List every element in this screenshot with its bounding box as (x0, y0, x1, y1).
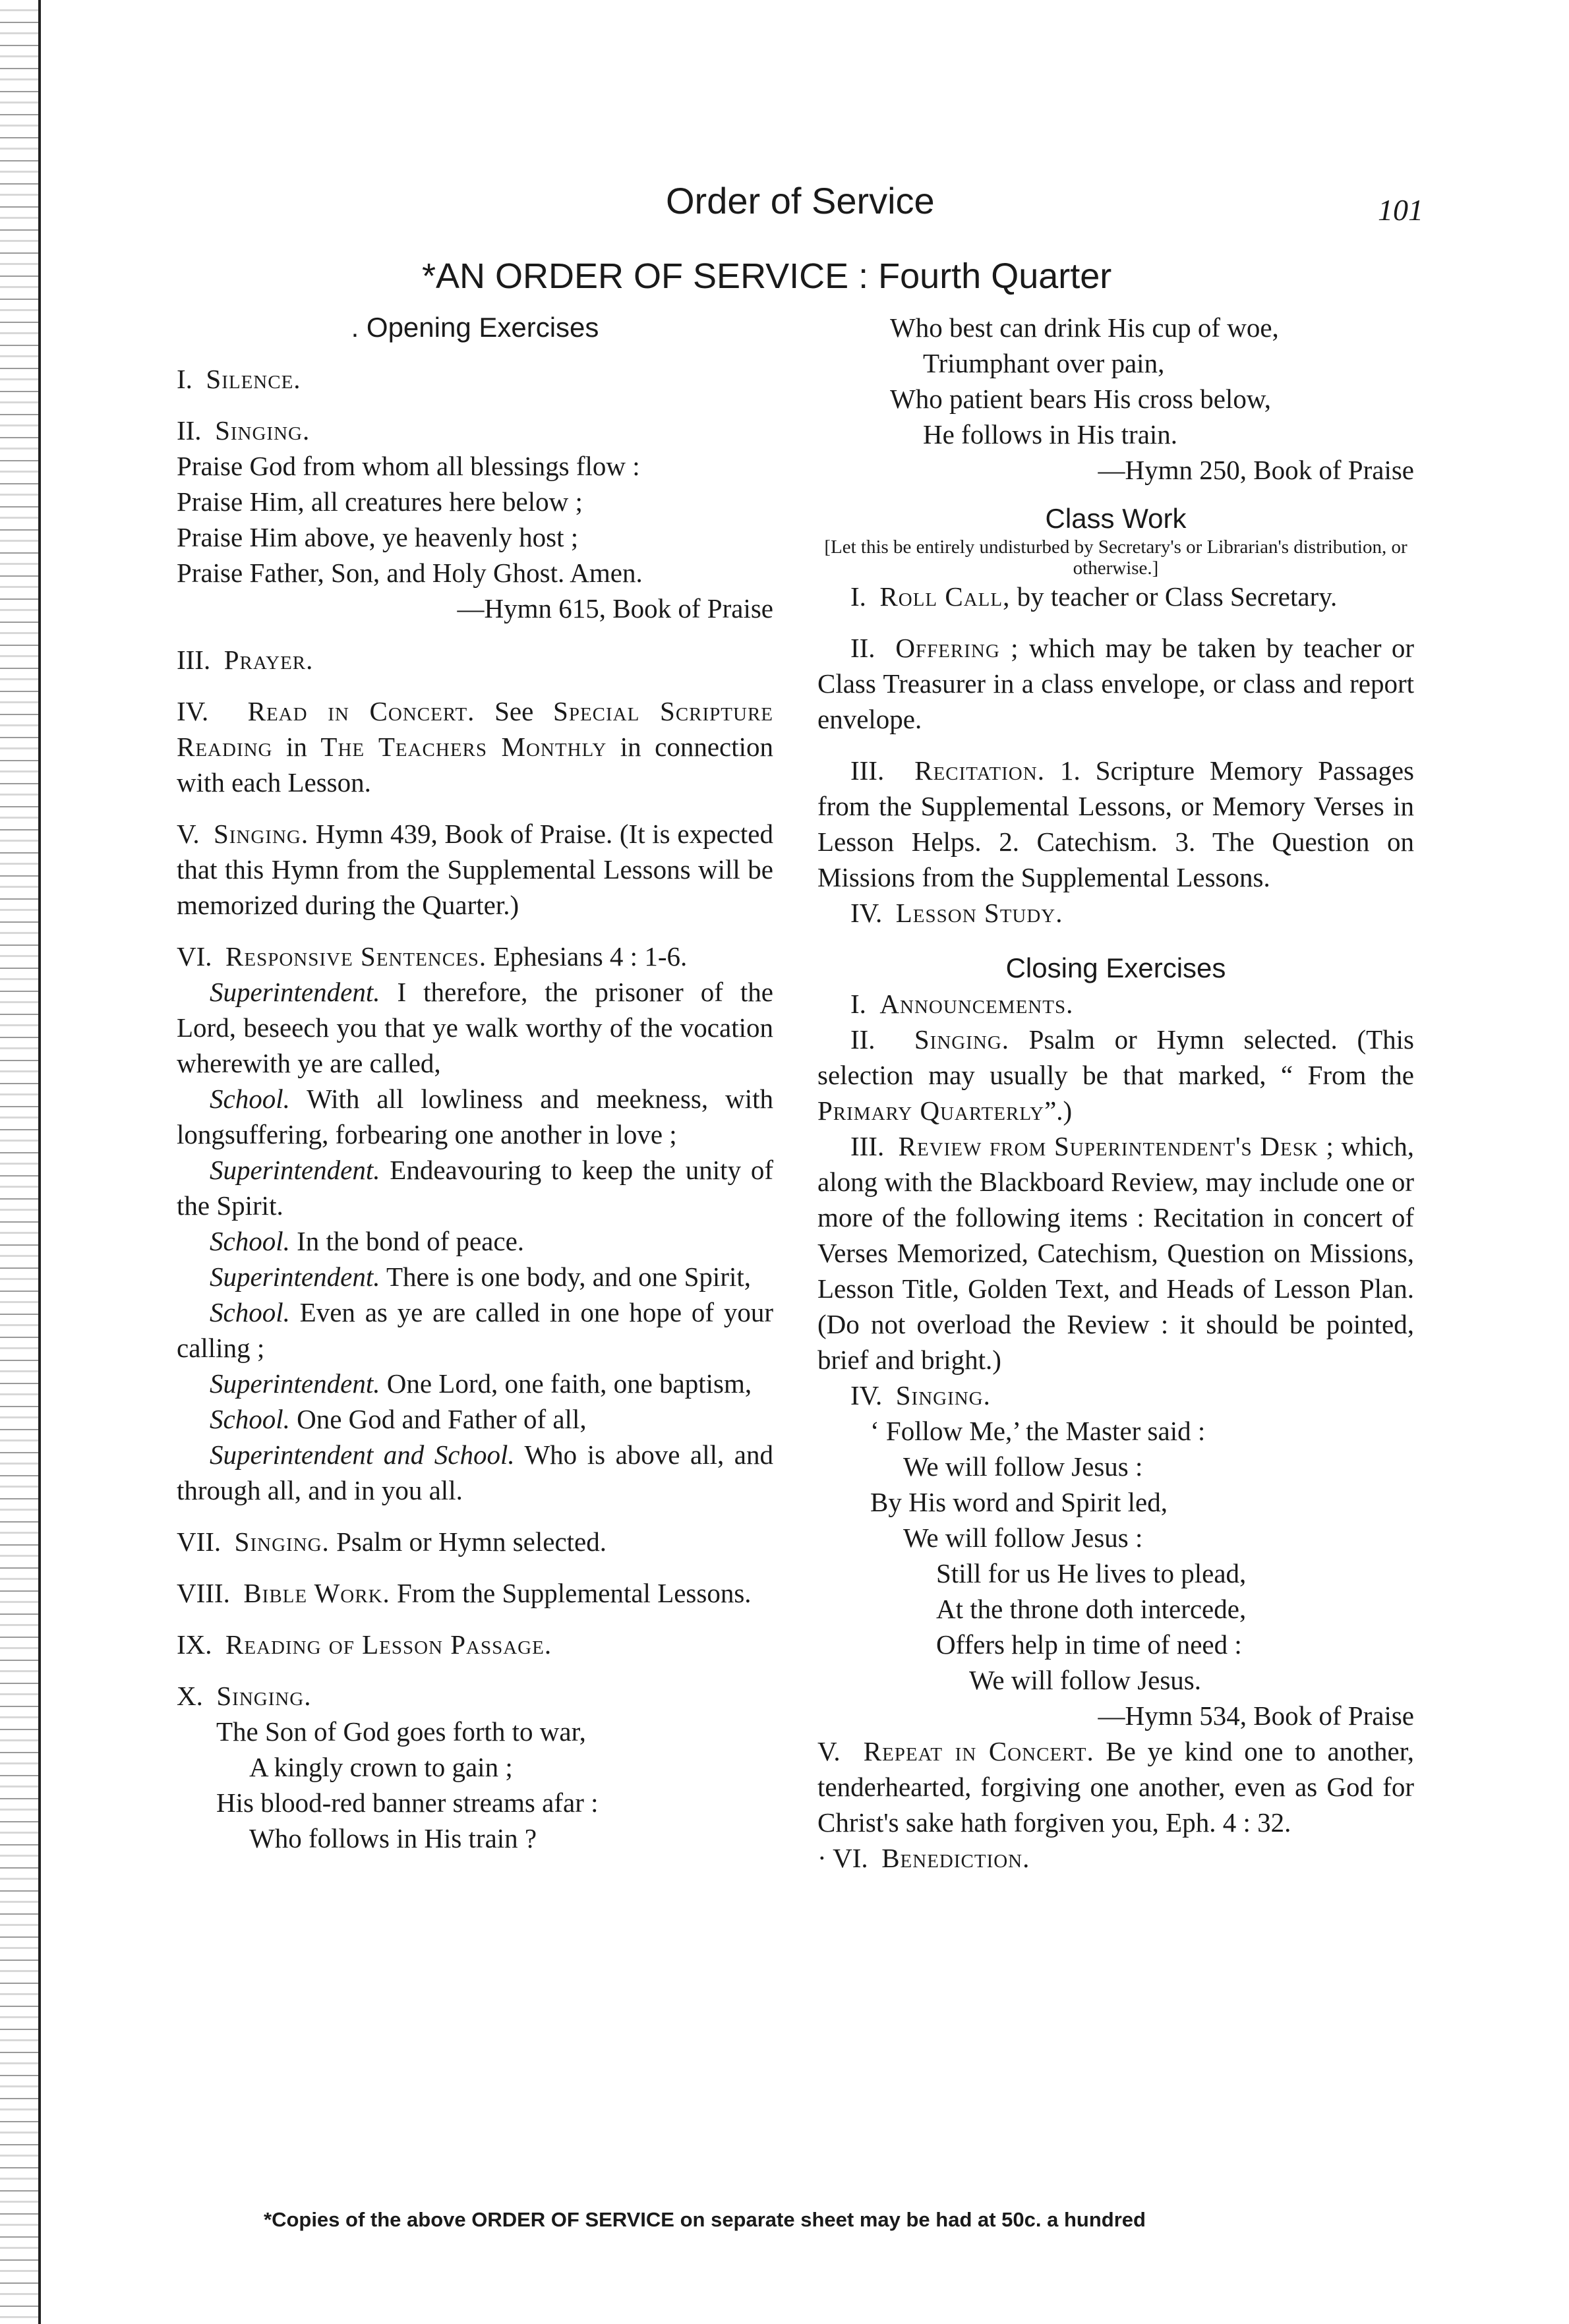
class-work-heading: Class Work (1045, 503, 1187, 534)
item-number: · VI. (817, 1843, 868, 1873)
item-number: II. (850, 633, 875, 663)
item-number: IV. (177, 696, 209, 726)
item-number: II. (850, 1024, 875, 1055)
response-line (177, 974, 773, 1081)
item-silence (177, 361, 773, 397)
item-singing-hymn (177, 816, 773, 923)
closing-item-repeat (817, 1733, 1414, 1840)
item-label: Roll Call, (879, 581, 1011, 612)
response-line (177, 1294, 773, 1366)
item-text: by teacher or Class Secretary. (1017, 581, 1338, 612)
hymn-line: Praise Father, Son, and Holy Ghost. Amen. (177, 558, 643, 588)
item-number: IV. (850, 898, 883, 928)
main-title: *AN ORDER OF SERVICE : Fourth Quarter (422, 256, 1112, 296)
item-text: which may be taken by teacher or Class Treasurer in a class envelope, or class and report envelope. (817, 633, 1415, 734)
closing-item-announcements (817, 986, 1414, 1022)
hymn-reference: —Hymn 534, Book of Praise (1098, 1700, 1414, 1731)
item-text: ”.) (1044, 1095, 1073, 1126)
hymn-line: He follows in His train. (923, 419, 1178, 450)
item-label: Announcements. (879, 989, 1074, 1019)
item-number: IV. (850, 1380, 883, 1410)
item-text: From the Supplemental Lessons. (397, 1578, 752, 1608)
item-prayer (177, 642, 773, 678)
item-text: See (494, 696, 534, 726)
hymn-line: The Son of God goes forth to war, (216, 1716, 586, 1747)
item-label: Offering ; (895, 633, 1019, 663)
hymn-line: Who best can drink His cup of woe, (890, 312, 1279, 343)
item-label: Read in Concert. (247, 696, 475, 726)
item-number: V. (177, 819, 200, 849)
response-text: With all lowliness and meekness, with longsuffering, forbearing one another in love ; (177, 1084, 773, 1149)
speaker: Superintendent. (210, 977, 380, 1007)
speaker: School. (210, 1297, 290, 1327)
item-number: III. (850, 1131, 885, 1161)
response-text: Endeavouring to keep the unity of the Spirit. (177, 1155, 774, 1221)
item-singing-psalm (177, 1524, 773, 1559)
item-label: Reading of Lesson Passage. (225, 1629, 552, 1660)
response-line (177, 1223, 773, 1259)
response-text: Even as ye are called in one hope of your calling ; (177, 1297, 773, 1363)
running-title: Order of Service (666, 180, 935, 221)
response-line (177, 1366, 773, 1401)
speaker: Superintendent and School. (210, 1439, 515, 1470)
class-item-recitation (817, 753, 1414, 895)
item-number: VI. (177, 941, 212, 972)
hymn-line: Praise Him, all creatures here below ; (177, 486, 583, 517)
hymn-reference: —Hymn 250, Book of Praise (1098, 455, 1414, 485)
response-line (177, 1401, 773, 1437)
hymn-line: We will follow Jesus : (903, 1451, 1143, 1482)
hymn-line: Praise God from whom all blessings flow : (177, 451, 640, 481)
item-label: Singing. (213, 819, 309, 849)
page-number: 101 (1378, 193, 1423, 227)
item-label: Prayer. (223, 645, 314, 675)
item-number: V. (817, 1736, 841, 1766)
closing-item-singing-2 (817, 1378, 1414, 1413)
response-text: In the bond of peace. (297, 1226, 525, 1256)
hymn-line: His blood-red banner streams afar : (216, 1787, 599, 1818)
item-number: III. (850, 755, 885, 786)
item-number: X. (177, 1681, 203, 1711)
item-number: III. (177, 645, 211, 675)
response-line (177, 1081, 773, 1152)
hymn-line: By His word and Spirit led, (870, 1487, 1168, 1517)
item-bible-work (177, 1575, 773, 1611)
hymn-line: ‘ Follow Me,’ the Master said : (870, 1416, 1206, 1446)
footnote: *Copies of the above ORDER OF SERVICE on separate sheet may be had at 50c. a hundred (264, 2208, 1146, 2231)
item-label: Repeat in Concert. (863, 1736, 1094, 1766)
page-binding-edge (0, 0, 41, 2324)
response-text: There is one body, and one Spirit, (386, 1262, 751, 1292)
item-number: VIII. (177, 1578, 230, 1608)
closing-item-benediction (817, 1840, 1414, 1876)
speaker: Superintendent. (210, 1262, 380, 1292)
item-reading-lesson (177, 1627, 773, 1662)
hymn-line: At the throne doth intercede, (936, 1594, 1247, 1624)
item-label: Benediction. (881, 1843, 1030, 1873)
response-text: I therefore, the prisoner of the Lord, beseech you that ye walk worthy of the vocation wherewith ye are called, (177, 977, 774, 1078)
opening-exercises-heading: . Opening Exercises (351, 312, 599, 343)
teachers-monthly-ref: The Teachers Monthly (320, 732, 607, 762)
response-text: One Lord, one faith, one baptism, (386, 1368, 752, 1399)
item-text: Hymn 439, Book of Praise. (It is expected that this Hymn from the Supplemental Lessons will be memorized during the Quarter.) (177, 819, 773, 920)
response-line (177, 1437, 773, 1508)
item-number: II. (177, 415, 202, 446)
item-singing (177, 413, 773, 448)
item-label: Bible Work. (243, 1578, 390, 1608)
item-label: Singing. (895, 1380, 991, 1410)
hymn-reference: —Hymn 615, Book of Praise (457, 593, 773, 624)
item-read-in-concert (177, 693, 773, 800)
response-line (177, 1259, 773, 1294)
hymn-line: Praise Him above, ye heavenly host ; (177, 522, 579, 552)
speaker: School. (210, 1404, 290, 1434)
item-text: in (286, 732, 307, 762)
closing-exercises-heading: Closing Exercises (1005, 952, 1226, 983)
item-number: I. (850, 989, 866, 1019)
item-label: Singing. (216, 1681, 312, 1711)
hymn-line: We will follow Jesus : (903, 1523, 1143, 1553)
hymn-line: We will follow Jesus. (969, 1665, 1202, 1695)
primary-quarterly-ref: Primary Quarterly (817, 1095, 1045, 1126)
right-column (817, 310, 1414, 1876)
speaker: Superintendent. (210, 1368, 380, 1399)
left-column (177, 310, 773, 1856)
class-item-offering (817, 630, 1414, 737)
closing-item-singing (817, 1022, 1414, 1128)
item-text: Psalm or Hymn selected. (336, 1526, 607, 1557)
class-work-note: [Let this be entirely undisturbed by Secretary's or Librarian's distribution, or otherwise.] (824, 537, 1407, 579)
item-number: I. (850, 581, 866, 612)
hymn-line: Offers help in time of need : (936, 1629, 1242, 1660)
response-text: Who is above all, and through all, and in you all. (177, 1439, 774, 1505)
response-text: One God and Father of all, (297, 1404, 587, 1434)
hymn-line: Triumphant over pain, (923, 348, 1165, 378)
special-reading-ref: Special Scripture Reading (177, 696, 774, 762)
hymn-line: Who patient bears His cross below, (890, 384, 1272, 414)
item-text: Ephesians 4 : 1-6. (493, 941, 688, 972)
item-label: Responsive Sentences. (225, 941, 487, 972)
hymn-line: Still for us He lives to plead, (936, 1558, 1247, 1588)
item-text: in connection with each Lesson. (177, 732, 774, 798)
speaker: School. (210, 1084, 290, 1114)
item-label: Singing. (914, 1024, 1010, 1055)
item-label: Recitation. (914, 755, 1045, 786)
item-number: VII. (177, 1526, 222, 1557)
response-line (177, 1152, 773, 1223)
speaker: Superintendent. (210, 1155, 380, 1185)
item-text: 1. Scripture Memory Passages from the Supplemental Lessons, or Memory Verses in Lesson Helps. 2. Catechism. 3. The Question on Missions from the Supplemental Lessons. (817, 755, 1415, 892)
item-text: Be ye kind one to another, tenderhearted, forgiving one another, even as God for Christ's sake hath forgiven you, Eph. 4 : 32. (817, 1736, 1414, 1838)
item-responsive-sentences (177, 939, 773, 974)
item-text: which, along with the Blackboard Review, may include one or more of the following items : Recitation in concert of Verses Memorized, Catechism, Question on Missions, Lesson Title, Golden Text, and Heads of Lesson Plan. (Do not overload the Review : it should be pointed, brief and bright.) (817, 1131, 1415, 1375)
hymn-line: Who follows in His train ? (249, 1823, 537, 1853)
class-item-lesson-study (817, 895, 1414, 931)
item-number: I. (177, 364, 192, 394)
class-item-roll-call (817, 579, 1414, 614)
item-label: Silence. (206, 364, 301, 394)
item-label: Review from Superintendent's Desk ; (898, 1131, 1334, 1161)
item-label: Singing. (215, 415, 311, 446)
item-text: Psalm or Hymn selected. (This selection may usually be that marked, “ From the (817, 1024, 1415, 1090)
speaker: School. (210, 1226, 290, 1256)
hymn-line: A kingly crown to gain ; (249, 1752, 513, 1782)
item-number: IX. (177, 1629, 212, 1660)
item-label: Lesson Study. (895, 898, 1063, 928)
item-label: Singing. (234, 1526, 330, 1557)
item-singing-final (177, 1678, 773, 1714)
closing-item-review (817, 1128, 1414, 1378)
